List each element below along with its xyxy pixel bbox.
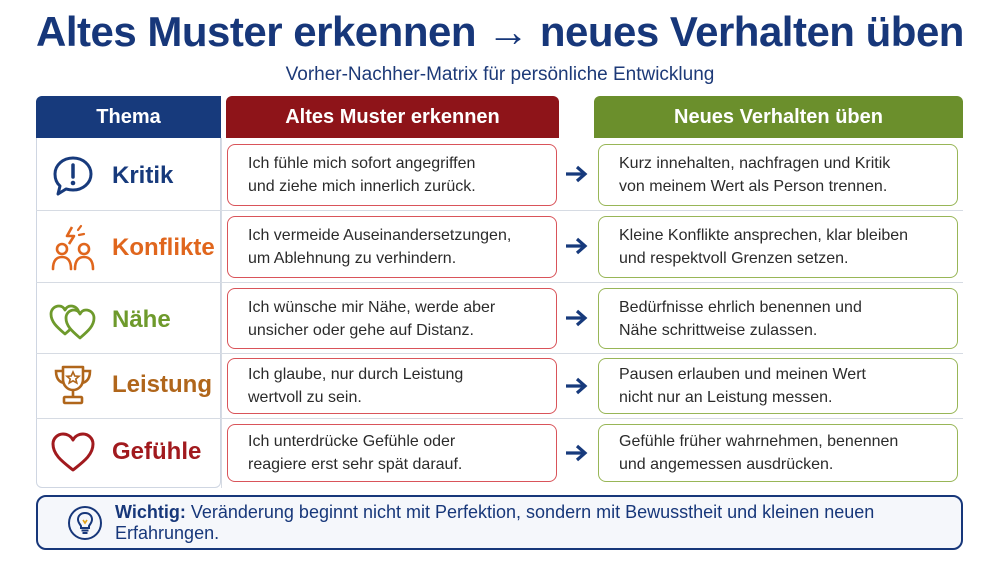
old-pattern-line: Ich glaube, nur durch Leistung (248, 366, 464, 383)
theme-naehe (40, 287, 218, 353)
new-behavior-box (598, 424, 958, 482)
arrow-right-icon (563, 441, 591, 465)
new-behavior-line: und angemessen ausdrücken. (619, 456, 834, 473)
row-divider (36, 418, 963, 419)
new-behavior-line: Nähe schrittweise zulassen. (619, 321, 818, 339)
new-behavior-line: Kurz innehalten, nachfragen und Kritik (619, 155, 891, 172)
note-label: Wichtig: (115, 501, 186, 522)
two-hearts-icon (46, 293, 100, 347)
header-new-behavior: Neues Verhalten üben (594, 96, 963, 138)
speech-bubble-exclamation-icon (46, 149, 100, 203)
header-old-pattern: Altes Muster erkennen (226, 96, 559, 138)
old-pattern-line: reagiere erst sehr spät darauf. (248, 456, 463, 473)
new-behavior-line: von meinem Wert als Person trennen. (619, 178, 888, 195)
new-behavior-line: Pausen erlauben und meinen Wert (619, 366, 866, 383)
new-behavior-box (598, 216, 958, 278)
theme-label: Nähe (112, 306, 171, 333)
theme-label: Gefühle (112, 438, 202, 465)
old-pattern-box (227, 358, 557, 414)
theme-leistung (40, 354, 218, 416)
new-behavior-box (598, 358, 958, 414)
row-divider (36, 282, 963, 283)
old-pattern-line: Ich unterdrücke Gefühle oder (248, 433, 456, 450)
column-divider (221, 138, 222, 488)
old-pattern-box (227, 288, 557, 349)
old-pattern-line: Ich fühle mich sofort angegriffen (248, 155, 476, 172)
arrow-right-icon (563, 234, 591, 258)
note-body: Veränderung beginnt nicht mit Perfektion, sondern mit Bewusstheit und kleinen neuen Erfahrungen. (115, 501, 875, 543)
page-title: Altes Muster erkennen → neues Verhalten üben (36, 8, 964, 55)
theme-konflikte (40, 215, 218, 281)
arrow-right-icon (563, 306, 591, 330)
old-pattern-box (227, 144, 557, 206)
new-behavior-box (598, 144, 958, 206)
new-behavior-line: und respektvoll Grenzen setzen. (619, 250, 849, 267)
old-pattern-line: Ich vermeide Auseinandersetzungen, (248, 227, 512, 244)
new-behavior-line: nicht nur an Leistung messen. (619, 389, 833, 406)
theme-label: Kritik (112, 162, 174, 189)
old-pattern-box (227, 424, 557, 482)
trophy-icon (46, 358, 100, 412)
new-behavior-line: Gefühle früher wahrnehmen, benennen (619, 433, 899, 450)
page-subtitle: Vorher-Nachher-Matrix für persönliche Entwicklung (285, 64, 715, 85)
old-pattern-line: unsicher oder gehe auf Distanz. (248, 321, 474, 339)
old-pattern-line: und ziehe mich innerlich zurück. (248, 178, 476, 195)
header-thema: Thema (36, 96, 221, 138)
two-people-lightning-icon (46, 221, 100, 275)
theme-label: Konflikte (112, 234, 215, 261)
new-behavior-line: Kleine Konflikte ansprechen, klar bleiben (619, 227, 909, 244)
note-text (115, 502, 961, 544)
theme-kritik (40, 143, 218, 209)
row-divider (36, 210, 963, 211)
old-pattern-line: Ich wünsche mir Nähe, werde aber (248, 298, 496, 316)
old-pattern-box (227, 216, 557, 278)
old-pattern-line: wertvoll zu sein. (248, 389, 362, 406)
new-behavior-box (598, 288, 958, 349)
old-pattern-line: um Ablehnung zu verhindern. (248, 250, 457, 267)
heart-icon (46, 425, 100, 479)
arrow-right-icon (563, 162, 591, 186)
lightbulb-icon (66, 504, 103, 542)
new-behavior-line: Bedürfnisse ehrlich benennen und (619, 298, 862, 316)
theme-label: Leistung (112, 371, 212, 398)
theme-gefuehle (40, 420, 218, 484)
important-note (36, 495, 963, 550)
arrow-right-icon (563, 374, 591, 398)
